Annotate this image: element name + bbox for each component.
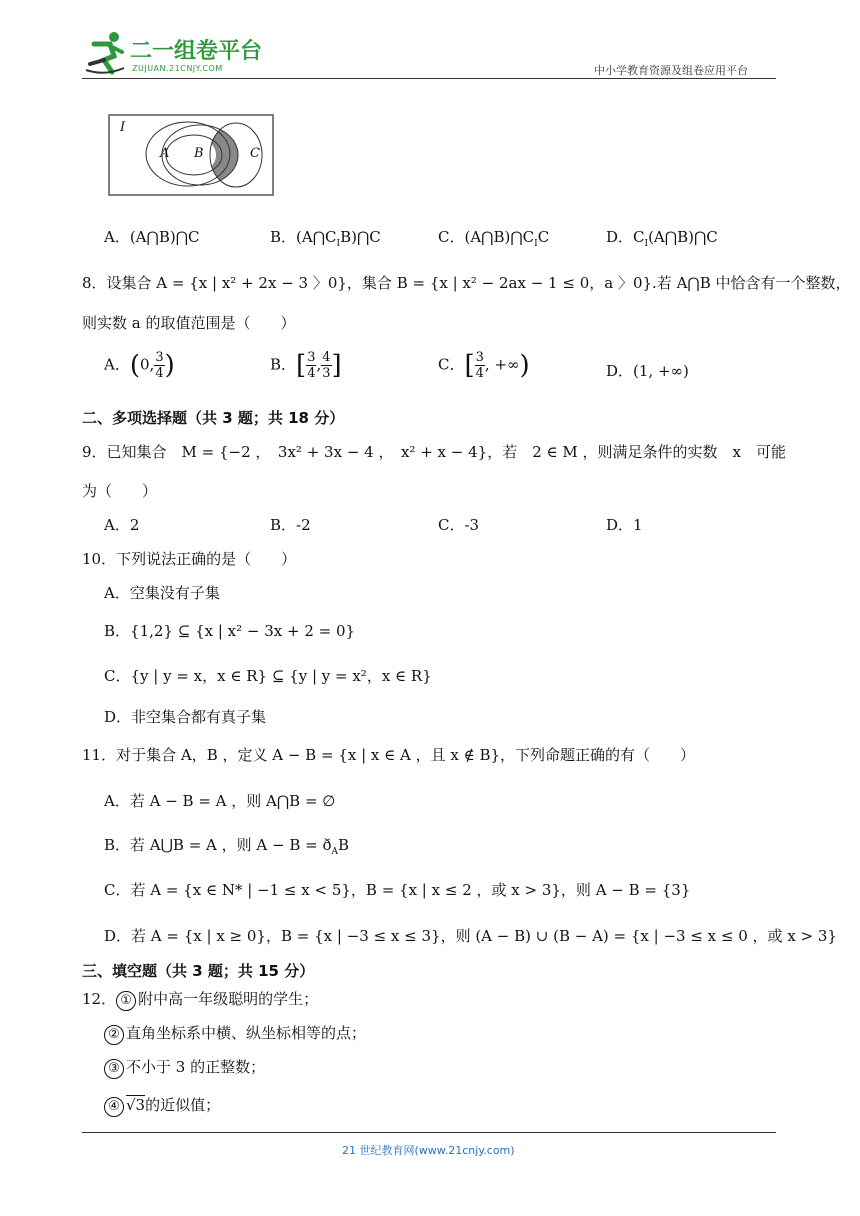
q7-option-c: C．$(A⋂B)⋂C_IC$ (438, 228, 550, 249)
q9-stem-2: 为（ ） (82, 482, 158, 500)
q11-option-c: C．若 A = {x ∈ N* | −1 ≤ x < 5}，B = {x | x ≤ 2 ，或 x > 3}，则 A − B = {3} (104, 881, 691, 899)
header-platform-text: 中小学教育资源及组卷应用平台 (594, 64, 748, 77)
venn-label-i: I (120, 120, 126, 135)
q9-option-d: D．1 (606, 516, 643, 534)
logo-subtitle: ZUJUAN.21CNJY.COM (132, 64, 223, 73)
venn-diagram (108, 114, 274, 196)
runner-icon (84, 30, 128, 76)
q10-option-b: B．{1,2} ⊆ {x | x² − 3x + 2 = 0} (104, 622, 356, 640)
venn-label-b: B (194, 146, 204, 161)
q8-option-d: D．(1, +∞) (606, 362, 689, 380)
q9-stem: 9．已知集合 M = {−2 ， 3x² + 3x − 4 ， x² + x − 4}，若 2 ∈ M ，则满足条件的实数 x 可能 (82, 443, 786, 461)
q10-stem: 10．下列说法正确的是（ ） (82, 550, 297, 568)
q11-option-a: A．若 A − B = A ，则 A⋂B = ∅ (104, 792, 336, 810)
q8-stem-2: 则实数 a 的取值范围是（ ） (82, 314, 296, 332)
q9-option-b: B．-2 (270, 516, 311, 534)
q8-option-b: B．[ $\frac{3}{4}$ , $\frac{4}{3}$ ] (270, 350, 342, 381)
q9-option-a: A．2 (104, 516, 140, 534)
section-3-title: 三、填空题（共 3 题；共 15 分） (82, 962, 315, 980)
q11-option-d: D．若 A = {x | x ≥ 0}，B = {x | −3 ≤ x ≤ 3}，则 (A − B) ∪ (B − A) = {x | −3 ≤ x ≤ 0 ，或 x > 3} (104, 927, 837, 945)
q12-item-4: ④ √3的近似值； (104, 1094, 220, 1117)
q10-option-a: A．空集没有子集 (104, 584, 220, 602)
footer-divider (82, 1132, 776, 1133)
section-2-title: 二、多项选择题（共 3 题；共 18 分） (82, 409, 345, 427)
logo-title: 二一组卷平台 (130, 39, 263, 64)
site-logo (84, 30, 274, 80)
header-divider (82, 78, 776, 79)
q12-item-3: ③ 不小于 3 的正整数； (104, 1056, 265, 1079)
venn-label-a: A (160, 146, 170, 161)
q7-option-a: A．(A⋂B)⋂C (104, 228, 200, 246)
q7-option-d: D．$C_I(A⋂B)⋂C$ (606, 228, 718, 249)
q12-item-1: 12． ① 附中高一年级聪明的学生； (82, 988, 318, 1011)
q8-option-c: C．[ $\frac{3}{4}$ , +∞) (438, 350, 530, 381)
q11-option-b: B．若 A⋃B = A ，则 $A - B = ð_AB$ (104, 836, 350, 857)
venn-label-c: C (250, 146, 260, 161)
q8-stem: 8．设集合 A = {x | x² + 2x − 3 〉0}，集合 B = {x | x² − 2ax − 1 ≤ 0，a 〉0}.若 A⋂B 中恰含有一个整数， (82, 274, 851, 292)
q9-option-c: C．-3 (438, 516, 480, 534)
footer-link[interactable]: 21 世纪教育网(www.21cnjy.com) (342, 1144, 515, 1157)
q10-option-c: C．{y | y = x，x ∈ R} ⊆ {y | y = x²，x ∈ R} (104, 667, 432, 685)
q11-stem: 11．对于集合 A，B ，定义 A − B = {x | x ∈ A ，且 x ∉ B}，下列命题正确的有（ ） (82, 746, 696, 764)
q10-option-d: D．非空集合都有真子集 (104, 708, 267, 726)
q7-option-b: B．$(A⋂C_IB)⋂C$ (270, 228, 381, 249)
q12-item-2: ② 直角坐标系中横、纵坐标相等的点； (104, 1022, 366, 1045)
q8-option-a: A．(0, $\frac{3}{4}$ ) (104, 350, 175, 381)
